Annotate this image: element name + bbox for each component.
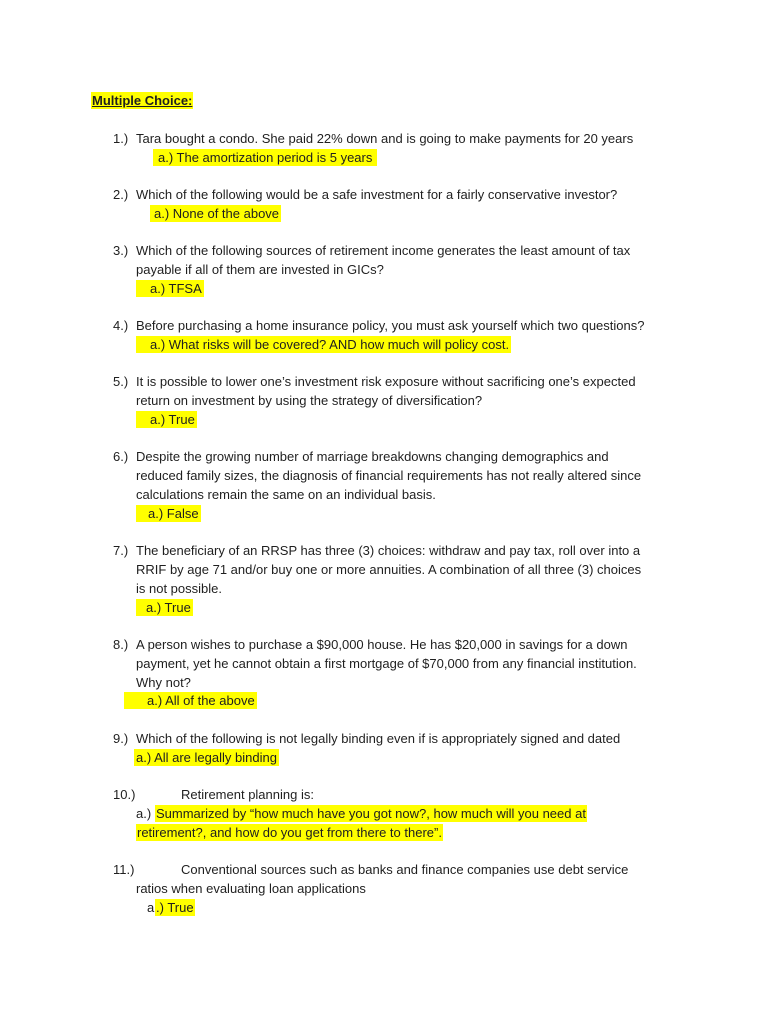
question-text: Which of the following is not legally binding even if is appropriately signed and dated xyxy=(136,731,621,746)
question-number: 10.) xyxy=(113,787,136,802)
question-text: Retirement planning is: xyxy=(181,787,314,802)
question-text: ratios when evaluating loan applications xyxy=(136,881,366,896)
question-number: 11.) xyxy=(113,862,135,877)
question-text: Conventional sources such as banks and finance companies use debt service xyxy=(181,862,629,877)
question-number: 5.) xyxy=(113,374,129,389)
answer-highlight: retirement?, and how do you get from there to there”. xyxy=(137,825,442,840)
question-number: 3.) xyxy=(113,243,129,258)
question-number: 6.) xyxy=(113,449,129,464)
answer-highlight: a.) All of the above xyxy=(124,692,257,709)
question-text: reduced family sizes, the diagnosis of financial requirements has not really altered since xyxy=(136,468,642,483)
question-text: Despite the growing number of marriage breakdowns changing demographics and xyxy=(136,449,609,464)
question-text: A person wishes to purchase a $90,000 house. He has $20,000 in savings for a down xyxy=(136,637,628,652)
question-text: The beneficiary of an RRSP has three (3) choices: withdraw and pay tax, roll over into a xyxy=(136,543,641,558)
question-text: Why not? xyxy=(136,675,191,690)
answer-highlight: a.) False xyxy=(136,505,201,522)
question-number: 2.) xyxy=(113,187,129,202)
question-number: 4.) xyxy=(113,318,129,333)
answer-highlight: a.) All are legally binding xyxy=(136,750,277,765)
answer-highlight: a.) The amortization period is 5 years xyxy=(153,149,377,166)
question-text: Tara bought a condo. She paid 22% down and is going to make payments for 20 years xyxy=(136,131,634,146)
question-text: return on investment by using the strategy of diversification? xyxy=(136,393,483,408)
question-number: 1.) xyxy=(113,131,129,146)
question-number: 9.) xyxy=(113,731,129,746)
answer-highlight: a.) None of the above xyxy=(150,205,281,222)
question-text: Before purchasing a home insurance policy, you must ask yourself which two questions? xyxy=(136,318,645,333)
question-number: 7.) xyxy=(113,543,129,558)
question-text: Which of the following sources of retirement income generates the least amount of tax xyxy=(136,243,631,258)
question-text: payment, yet he cannot obtain a first mortgage of $70,000 from any financial institution. xyxy=(136,656,637,671)
answer-highlight: a.) True xyxy=(136,599,193,616)
answer-prefix: a xyxy=(147,900,155,915)
question-text: calculations remain the same on an individual basis. xyxy=(136,487,436,502)
question-text: is not possible. xyxy=(136,581,222,596)
answer-highlight: Summarized by “how much have you got now?, how much will you need at xyxy=(156,806,586,821)
answer-highlight: a.) TFSA xyxy=(136,280,204,297)
section-heading: Multiple Choice: xyxy=(92,93,193,108)
question-text: payable if all of them are invested in GICs? xyxy=(136,262,384,277)
answer-prefix: a.) xyxy=(136,806,152,821)
answer-highlight: a.) True xyxy=(136,411,197,428)
question-number: 8.) xyxy=(113,637,129,652)
question-text: It is possible to lower one’s investment risk exposure without sacrificing one’s expected xyxy=(136,374,636,389)
answer-highlight: .) True xyxy=(156,900,194,915)
question-text: RRIF by age 71 and/or buy one or more annuities. A combination of all three (3) choices xyxy=(136,562,642,577)
question-text: Which of the following would be a safe investment for a fairly conservative investor? xyxy=(136,187,618,202)
answer-highlight: a.) What risks will be covered? AND how much will policy cost. xyxy=(136,336,511,353)
